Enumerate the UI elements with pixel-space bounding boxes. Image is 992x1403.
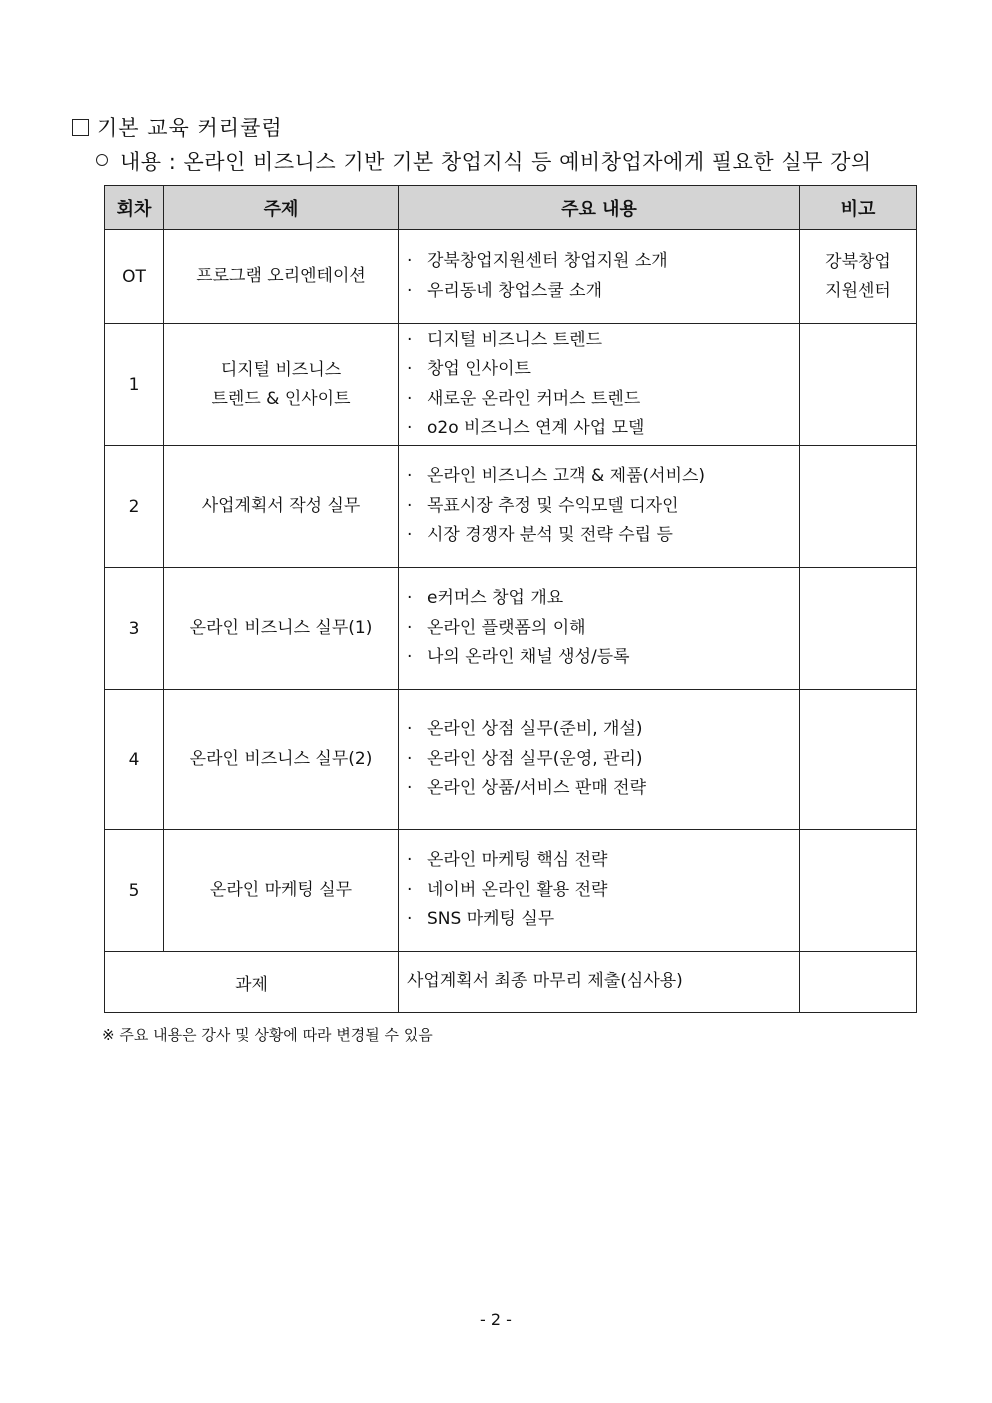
content-item-text: SNS 마케팅 실무 xyxy=(427,909,555,930)
table-row xyxy=(105,324,917,446)
topic-cell xyxy=(164,830,399,952)
note-cell xyxy=(800,568,917,690)
topic-cell xyxy=(164,690,399,830)
note-cell xyxy=(800,690,917,830)
topic-line: 디지털 비즈니스 xyxy=(220,359,342,380)
content-item xyxy=(407,247,799,277)
session-cell: OT xyxy=(105,230,164,324)
table-row xyxy=(105,568,917,690)
content-description xyxy=(96,146,872,176)
table-header-row xyxy=(105,186,917,230)
header-session: 회차 xyxy=(105,186,164,230)
bullet-dot-icon: · xyxy=(407,850,413,871)
table-row xyxy=(105,446,917,568)
content-item xyxy=(407,414,799,444)
section-heading-text: 기본 교육 커리큘럼 xyxy=(97,116,283,140)
bullet-dot-icon: · xyxy=(407,909,413,930)
topic-line: 사업계획서 작성 실무 xyxy=(201,496,361,516)
topic-line: 온라인 비즈니스 실무(1) xyxy=(189,618,373,638)
circle-bullet-icon xyxy=(96,154,108,166)
assignment-note xyxy=(800,952,917,1013)
note-cell xyxy=(800,446,917,568)
content-item xyxy=(407,774,799,804)
topic-line: 트렌드 & 인사이트 xyxy=(211,388,351,409)
table-row xyxy=(105,230,917,324)
note-line: 지원센터 xyxy=(825,280,891,301)
content-cell xyxy=(399,230,800,324)
content-item xyxy=(407,277,799,307)
assignment-content: 사업계획서 최종 마무리 제출(심사용) xyxy=(399,952,800,1013)
session-cell: 3 xyxy=(105,568,164,690)
topic-cell xyxy=(164,230,399,324)
session-cell: 4 xyxy=(105,690,164,830)
content-item-text: 온라인 비즈니스 고객 & 제품(서비스) xyxy=(427,466,706,487)
topic-cell xyxy=(164,324,399,446)
content-item xyxy=(407,715,799,745)
bullet-dot-icon: · xyxy=(407,466,413,487)
bullet-dot-icon: · xyxy=(407,525,413,546)
bullet-dot-icon: · xyxy=(407,329,413,350)
note-cell xyxy=(800,230,917,324)
bullet-dot-icon: · xyxy=(407,418,413,438)
content-item-text: e커머스 창업 개요 xyxy=(427,588,564,609)
section-heading xyxy=(72,112,283,142)
topic-line: 온라인 비즈니스 실무(2) xyxy=(189,749,373,769)
bullet-dot-icon: · xyxy=(407,778,413,799)
bullet-dot-icon: · xyxy=(407,879,413,900)
note-cell xyxy=(800,324,917,446)
session-cell: 1 xyxy=(105,324,164,446)
bullet-dot-icon: · xyxy=(407,280,413,301)
content-item-text: 시장 경쟁자 분석 및 전략 수립 등 xyxy=(427,525,673,546)
topic-line: 온라인 마케팅 실무 xyxy=(209,880,353,900)
content-cell xyxy=(399,830,800,952)
content-item xyxy=(407,846,799,876)
header-note: 비고 xyxy=(800,186,917,230)
curriculum-table xyxy=(104,185,917,1013)
checkbox-square-icon xyxy=(72,119,89,136)
bullet-dot-icon: · xyxy=(407,359,413,379)
content-item xyxy=(407,385,799,415)
assignment-label: 과제 xyxy=(105,952,399,1013)
bullet-dot-icon: · xyxy=(407,388,413,409)
footnote: ※ 주요 내용은 강사 및 상황에 따라 변경될 수 있음 xyxy=(102,1026,433,1044)
content-cell xyxy=(399,690,800,830)
bullet-dot-icon: · xyxy=(407,748,413,769)
topic-cell xyxy=(164,446,399,568)
session-cell: 5 xyxy=(105,830,164,952)
content-item xyxy=(407,643,799,673)
session-cell: 2 xyxy=(105,446,164,568)
content-item-text: 디지털 비즈니스 트렌드 xyxy=(427,329,603,350)
content-item xyxy=(407,614,799,644)
content-item-text: 온라인 플랫폼의 이해 xyxy=(427,617,586,638)
content-item-text: 나의 온라인 채널 생성/등록 xyxy=(427,647,630,668)
content-item xyxy=(407,521,799,551)
bullet-dot-icon: · xyxy=(407,719,413,740)
content-description-text: 내용 : 온라인 비즈니스 기반 기본 창업지식 등 예비창업자에게 필요한 실무 강의 xyxy=(120,150,872,174)
content-item-text: 네이버 온라인 활용 전략 xyxy=(427,879,608,900)
content-cell xyxy=(399,324,800,446)
topic-cell xyxy=(164,568,399,690)
content-item-text: 목표시장 추정 및 수익모델 디자인 xyxy=(427,495,679,516)
content-item xyxy=(407,326,799,356)
content-item-text: 온라인 상점 실무(운영, 관리) xyxy=(427,748,643,769)
table-row xyxy=(105,830,917,952)
header-content: 주요 내용 xyxy=(399,186,800,230)
content-item xyxy=(407,745,799,775)
bullet-dot-icon: · xyxy=(407,588,413,609)
content-item xyxy=(407,905,799,935)
assignment-row xyxy=(105,952,917,1013)
content-item-text: 새로운 온라인 커머스 트렌드 xyxy=(427,388,641,409)
content-item xyxy=(407,355,799,385)
content-item xyxy=(407,492,799,522)
content-item xyxy=(407,876,799,906)
bullet-dot-icon: · xyxy=(407,251,413,271)
content-item-text: 창업 인사이트 xyxy=(427,359,531,379)
content-item-text: 우리동네 창업스쿨 소개 xyxy=(427,280,603,301)
content-cell xyxy=(399,568,800,690)
note-line: 강북창업 xyxy=(825,251,891,272)
content-item-text: 온라인 상점 실무(준비, 개설) xyxy=(427,719,643,740)
table-row xyxy=(105,690,917,830)
bullet-dot-icon: · xyxy=(407,647,413,668)
header-topic: 주제 xyxy=(164,186,399,230)
content-item xyxy=(407,584,799,614)
content-item-text: 강북창업지원센터 창업지원 소개 xyxy=(427,251,668,271)
content-item-text: 온라인 마케팅 핵심 전략 xyxy=(427,850,608,871)
page-number: - 2 - xyxy=(480,1310,512,1329)
content-cell xyxy=(399,446,800,568)
bullet-dot-icon: · xyxy=(407,617,413,638)
content-item-text: 온라인 상품/서비스 판매 전략 xyxy=(427,778,647,799)
note-cell xyxy=(800,830,917,952)
topic-line: 프로그램 오리엔테이션 xyxy=(196,266,366,286)
content-item-text: o2o 비즈니스 연계 사업 모델 xyxy=(427,418,645,438)
bullet-dot-icon: · xyxy=(407,495,413,516)
content-item xyxy=(407,462,799,492)
